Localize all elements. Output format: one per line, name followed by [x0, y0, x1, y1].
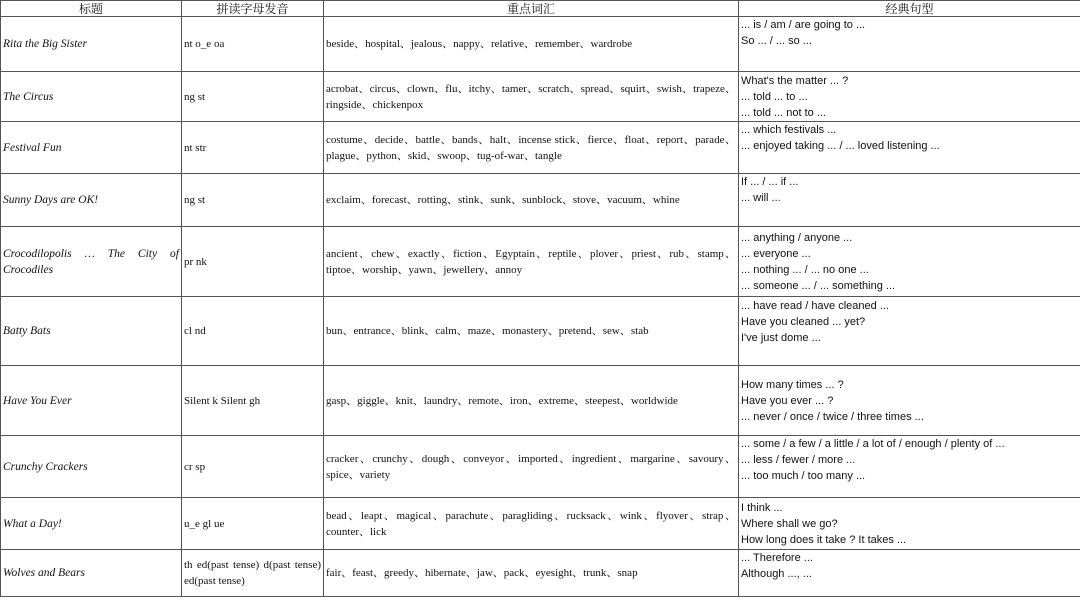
pattern-line: ... anything / anyone ... [741, 231, 853, 244]
pattern-line: ... Therefore ... [741, 552, 813, 564]
row-phonics: u_e gl ue [182, 498, 324, 550]
table-row [1, 174, 1080, 227]
row-title: Crunchy Crackers [1, 436, 182, 498]
row-words: bead、leapt、magical、parachute、paragliding、rucksack、wink、flyover、strap、counter、lick [324, 498, 739, 550]
pattern-line: Although ..., ... [741, 568, 812, 580]
row-words: acrobat、circus、clown、flu、itchy、tamer、scratch、spread、squirt、swish、trapeze、ringside、chickenpox [324, 72, 739, 122]
row-words: bun、entrance、blink、calm、maze、monastery、pretend、sew、stab [324, 297, 739, 366]
pattern-line: Have you ever ... ? [741, 394, 834, 407]
pattern-line: ... have read / have cleaned ... [741, 300, 889, 312]
row-phonics: nt str [182, 122, 324, 174]
row-patterns [739, 366, 1080, 436]
pattern-line: How long does it take ? It takes ... [741, 533, 907, 546]
row-patterns [739, 72, 1080, 122]
row-title: What a Day! [1, 498, 182, 550]
table-row [1, 550, 1080, 597]
row-patterns [739, 550, 1080, 597]
row-phonics: cl nd [182, 297, 324, 366]
header-row [1, 1, 1080, 17]
pattern-line: ... some / a few / a little / a lot of / enough / plenty of ... [741, 438, 1005, 450]
row-title: Batty Bats [1, 297, 182, 366]
row-words: beside、hospital、jealous、nappy、relative、remember、wardrobe [324, 17, 739, 72]
row-patterns [739, 122, 1080, 174]
phonics-text: th ed(past tense) d(past tense) ed(past tense) [184, 559, 321, 587]
pattern-line: I think ... [741, 501, 783, 514]
table-row [1, 436, 1080, 498]
header-words: 重点词汇 [324, 1, 739, 17]
table-row [1, 72, 1080, 122]
header-patterns: 经典句型 [739, 1, 1080, 17]
row-words: cracker、crunchy、dough、conveyor、imported、ingredient、margarine、savoury、spice、variety [324, 436, 739, 498]
row-title: Crocodilopolis … The City of Crocodiles [1, 227, 182, 297]
row-title: Festival Fun [1, 122, 182, 174]
pattern-line: ... someone ... / ... something ... [741, 279, 896, 292]
row-patterns [739, 17, 1080, 72]
pattern-line: If ... / ... if ... [741, 176, 799, 188]
pattern-line: ... less / fewer / more ... [741, 454, 856, 466]
row-words: exclaim、forecast、rotting、stink、sunk、sunblock、stove、vacuum、whine [324, 174, 739, 227]
row-title: The Circus [1, 72, 182, 122]
row-phonics: pr nk [182, 227, 324, 297]
pattern-line: ... which festivals ... [741, 124, 837, 136]
pattern-line: ... told ... to ... [741, 90, 808, 103]
pattern-line: I've just dome ... [741, 332, 821, 344]
row-words: ancient、chew、exactly、fiction、Egyptain、reptile、plover、priest、rub、stamp、tiptoe、worship、yawn、jewellery、annoy [324, 227, 739, 297]
row-title: Wolves and Bears [1, 550, 182, 597]
table-row [1, 297, 1080, 366]
table-row [1, 17, 1080, 72]
row-title: Sunny Days are OK! [1, 174, 182, 227]
row-phonics: Silent k Silent gh [182, 366, 324, 436]
row-patterns [739, 174, 1080, 227]
row-patterns [739, 436, 1080, 498]
row-words: gasp、giggle、knit、laundry、remote、iron、extreme、steepest、worldwide [324, 366, 739, 436]
table-row [1, 366, 1080, 436]
pattern-line: ... nothing ... / ... no one ... [741, 263, 869, 276]
pattern-line: ... told ... not to ... [741, 106, 826, 119]
pattern-line: Where shall we go? [741, 517, 838, 530]
row-phonics: cr sp [182, 436, 324, 498]
row-patterns [739, 227, 1080, 297]
row-patterns [739, 498, 1080, 550]
pattern-line: ... too much / too many ... [741, 470, 866, 482]
row-title: Have You Ever [1, 366, 182, 436]
pattern-line: Have you cleaned ... yet? [741, 316, 866, 328]
pattern-line: What's the matter ... ? [741, 74, 849, 87]
row-title: Rita the Big Sister [1, 17, 182, 72]
row-phonics: ng st [182, 174, 324, 227]
pattern-line: ... will ... [741, 192, 781, 204]
pattern-line: ... enjoyed taking ... / ... loved listening ... [741, 140, 940, 152]
header-phonics: 拼读字母发音 [182, 1, 324, 17]
row-patterns [739, 297, 1080, 366]
row-phonics [182, 550, 324, 597]
table-row [1, 227, 1080, 297]
pattern-line: ... never / once / twice / three times ... [741, 410, 924, 423]
table-row [1, 498, 1080, 550]
row-words: fair、feast、greedy、hibernate、jaw、pack、eyesight、trunk、snap [324, 550, 739, 597]
header-title: 标题 [1, 1, 182, 17]
row-words: costume、decide、battle、bands、halt、incense stick、fierce、float、report、parade、plague、python、skid、swoop、tug-of-war、tangle [324, 122, 739, 174]
pattern-line: So ... / ... so ... [741, 35, 812, 47]
row-phonics: nt o_e oa [182, 17, 324, 72]
pattern-line: ... everyone ... [741, 247, 811, 260]
row-phonics: ng st [182, 72, 324, 122]
table-row [1, 122, 1080, 174]
pattern-line: How many times ... ? [741, 378, 844, 391]
pattern-line: ... is / am / are going to ... [741, 19, 866, 31]
